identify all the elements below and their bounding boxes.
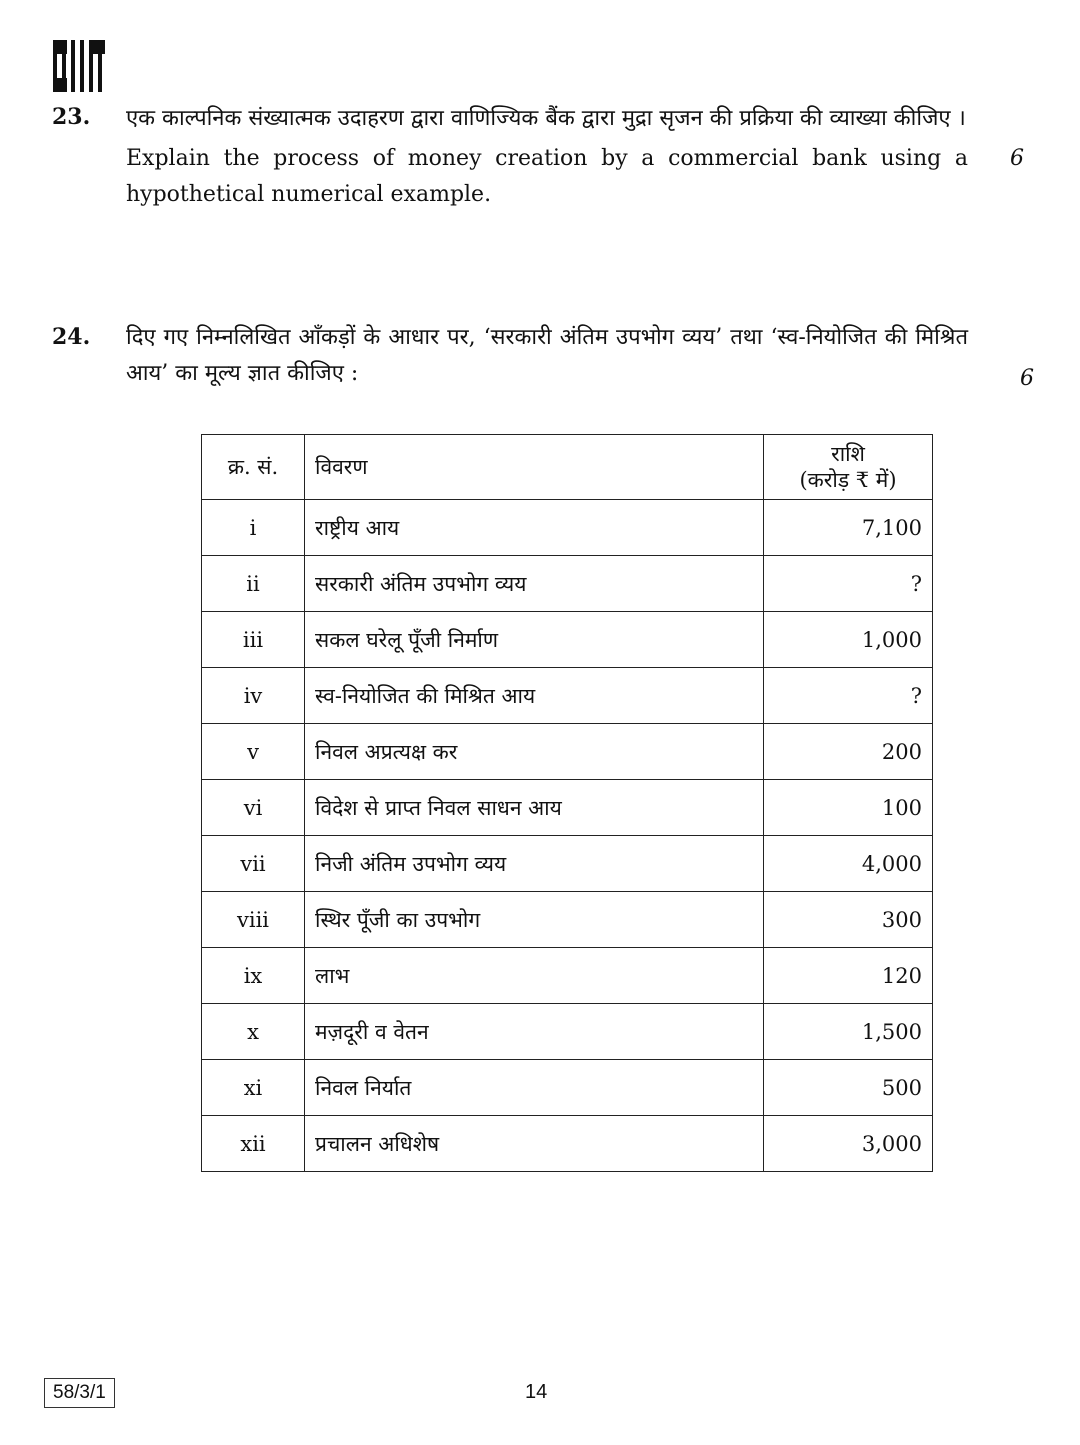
row-amount: 120 (764, 948, 933, 1004)
header-amount-line2: (करोड़ ₹ में) (799, 468, 897, 492)
row-desc: स्थिर पूँजी का उपभोग (305, 892, 764, 948)
question-24-hindi: दिए गए निम्नलिखित आँकड़ों के आधार पर, ‘सरकारी अंतिम उपभोग व्यय’ तथा ‘स्व-नियोजित की मिश्रित आय’ का मूल्य ज्ञात कीजिए : (126, 325, 968, 386)
row-amount: 7,100 (764, 500, 933, 556)
row-desc: स्व-नियोजित की मिश्रित आय (305, 668, 764, 724)
row-amount: 1,500 (764, 1004, 933, 1060)
table-row (202, 724, 933, 780)
header-amount-line1: राशि (831, 442, 865, 466)
row-sno: ii (202, 556, 305, 612)
row-amount: 100 (764, 780, 933, 836)
table-header-row (202, 435, 933, 500)
table-row (202, 556, 933, 612)
table-row (202, 1004, 933, 1060)
row-amount: 3,000 (764, 1116, 933, 1172)
question-23-number: 23. (52, 104, 91, 130)
table-row (202, 500, 933, 556)
row-desc: लाभ (305, 948, 764, 1004)
row-sno: xi (202, 1060, 305, 1116)
row-sno: xii (202, 1116, 305, 1172)
header-desc: विवरण (305, 435, 764, 500)
table-row (202, 892, 933, 948)
row-desc: निवल अप्रत्यक्ष कर (305, 724, 764, 780)
table-row (202, 780, 933, 836)
question-23-english: Explain the process of money creation by a commercial bank using a hypothetical numerical example. (126, 146, 968, 207)
question-23-hindi: एक काल्पनिक संख्यात्मक उदाहरण द्वारा वाणिज्यिक बैंक द्वारा मुद्रा सृजन की प्रक्रिया की व्याख्या कीजिए । (126, 106, 966, 131)
row-sno: v (202, 724, 305, 780)
table-row (202, 836, 933, 892)
question-23-marks: 6 (1010, 146, 1024, 171)
row-sno: viii (202, 892, 305, 948)
page-number: 14 (525, 1381, 548, 1403)
row-sno: ix (202, 948, 305, 1004)
row-desc: राष्ट्रीय आय (305, 500, 764, 556)
row-desc: प्रचालन अधिशेष (305, 1116, 764, 1172)
row-sno: i (202, 500, 305, 556)
table-row (202, 668, 933, 724)
table-row (202, 948, 933, 1004)
header-amount (764, 435, 933, 500)
row-desc: मज़दूरी व वेतन (305, 1004, 764, 1060)
question-24-number: 24. (52, 324, 91, 350)
data-table (201, 434, 933, 1172)
row-sno: x (202, 1004, 305, 1060)
table-row (202, 1116, 933, 1172)
row-amount: ? (764, 556, 933, 612)
paper-code: 58/3/1 (44, 1378, 115, 1408)
row-sno: iii (202, 612, 305, 668)
row-sno: iv (202, 668, 305, 724)
row-amount: 1,000 (764, 612, 933, 668)
header-sno: क्र. सं. (202, 435, 305, 500)
table-row (202, 612, 933, 668)
row-desc: सकल घरेलू पूँजी निर्माण (305, 612, 764, 668)
row-amount: ? (764, 668, 933, 724)
row-sno: vi (202, 780, 305, 836)
row-amount: 4,000 (764, 836, 933, 892)
question-24-marks: 6 (1020, 366, 1034, 391)
qr-code-icon (53, 40, 105, 92)
table-row (202, 1060, 933, 1116)
question-24-text (126, 320, 968, 392)
row-desc: सरकारी अंतिम उपभोग व्यय (305, 556, 764, 612)
row-desc: विदेश से प्राप्त निवल साधन आय (305, 780, 764, 836)
row-amount: 300 (764, 892, 933, 948)
row-desc: निजी अंतिम उपभोग व्यय (305, 836, 764, 892)
row-desc: निवल निर्यात (305, 1060, 764, 1116)
question-23-text (126, 101, 968, 213)
row-amount: 500 (764, 1060, 933, 1116)
row-amount: 200 (764, 724, 933, 780)
row-sno: vii (202, 836, 305, 892)
